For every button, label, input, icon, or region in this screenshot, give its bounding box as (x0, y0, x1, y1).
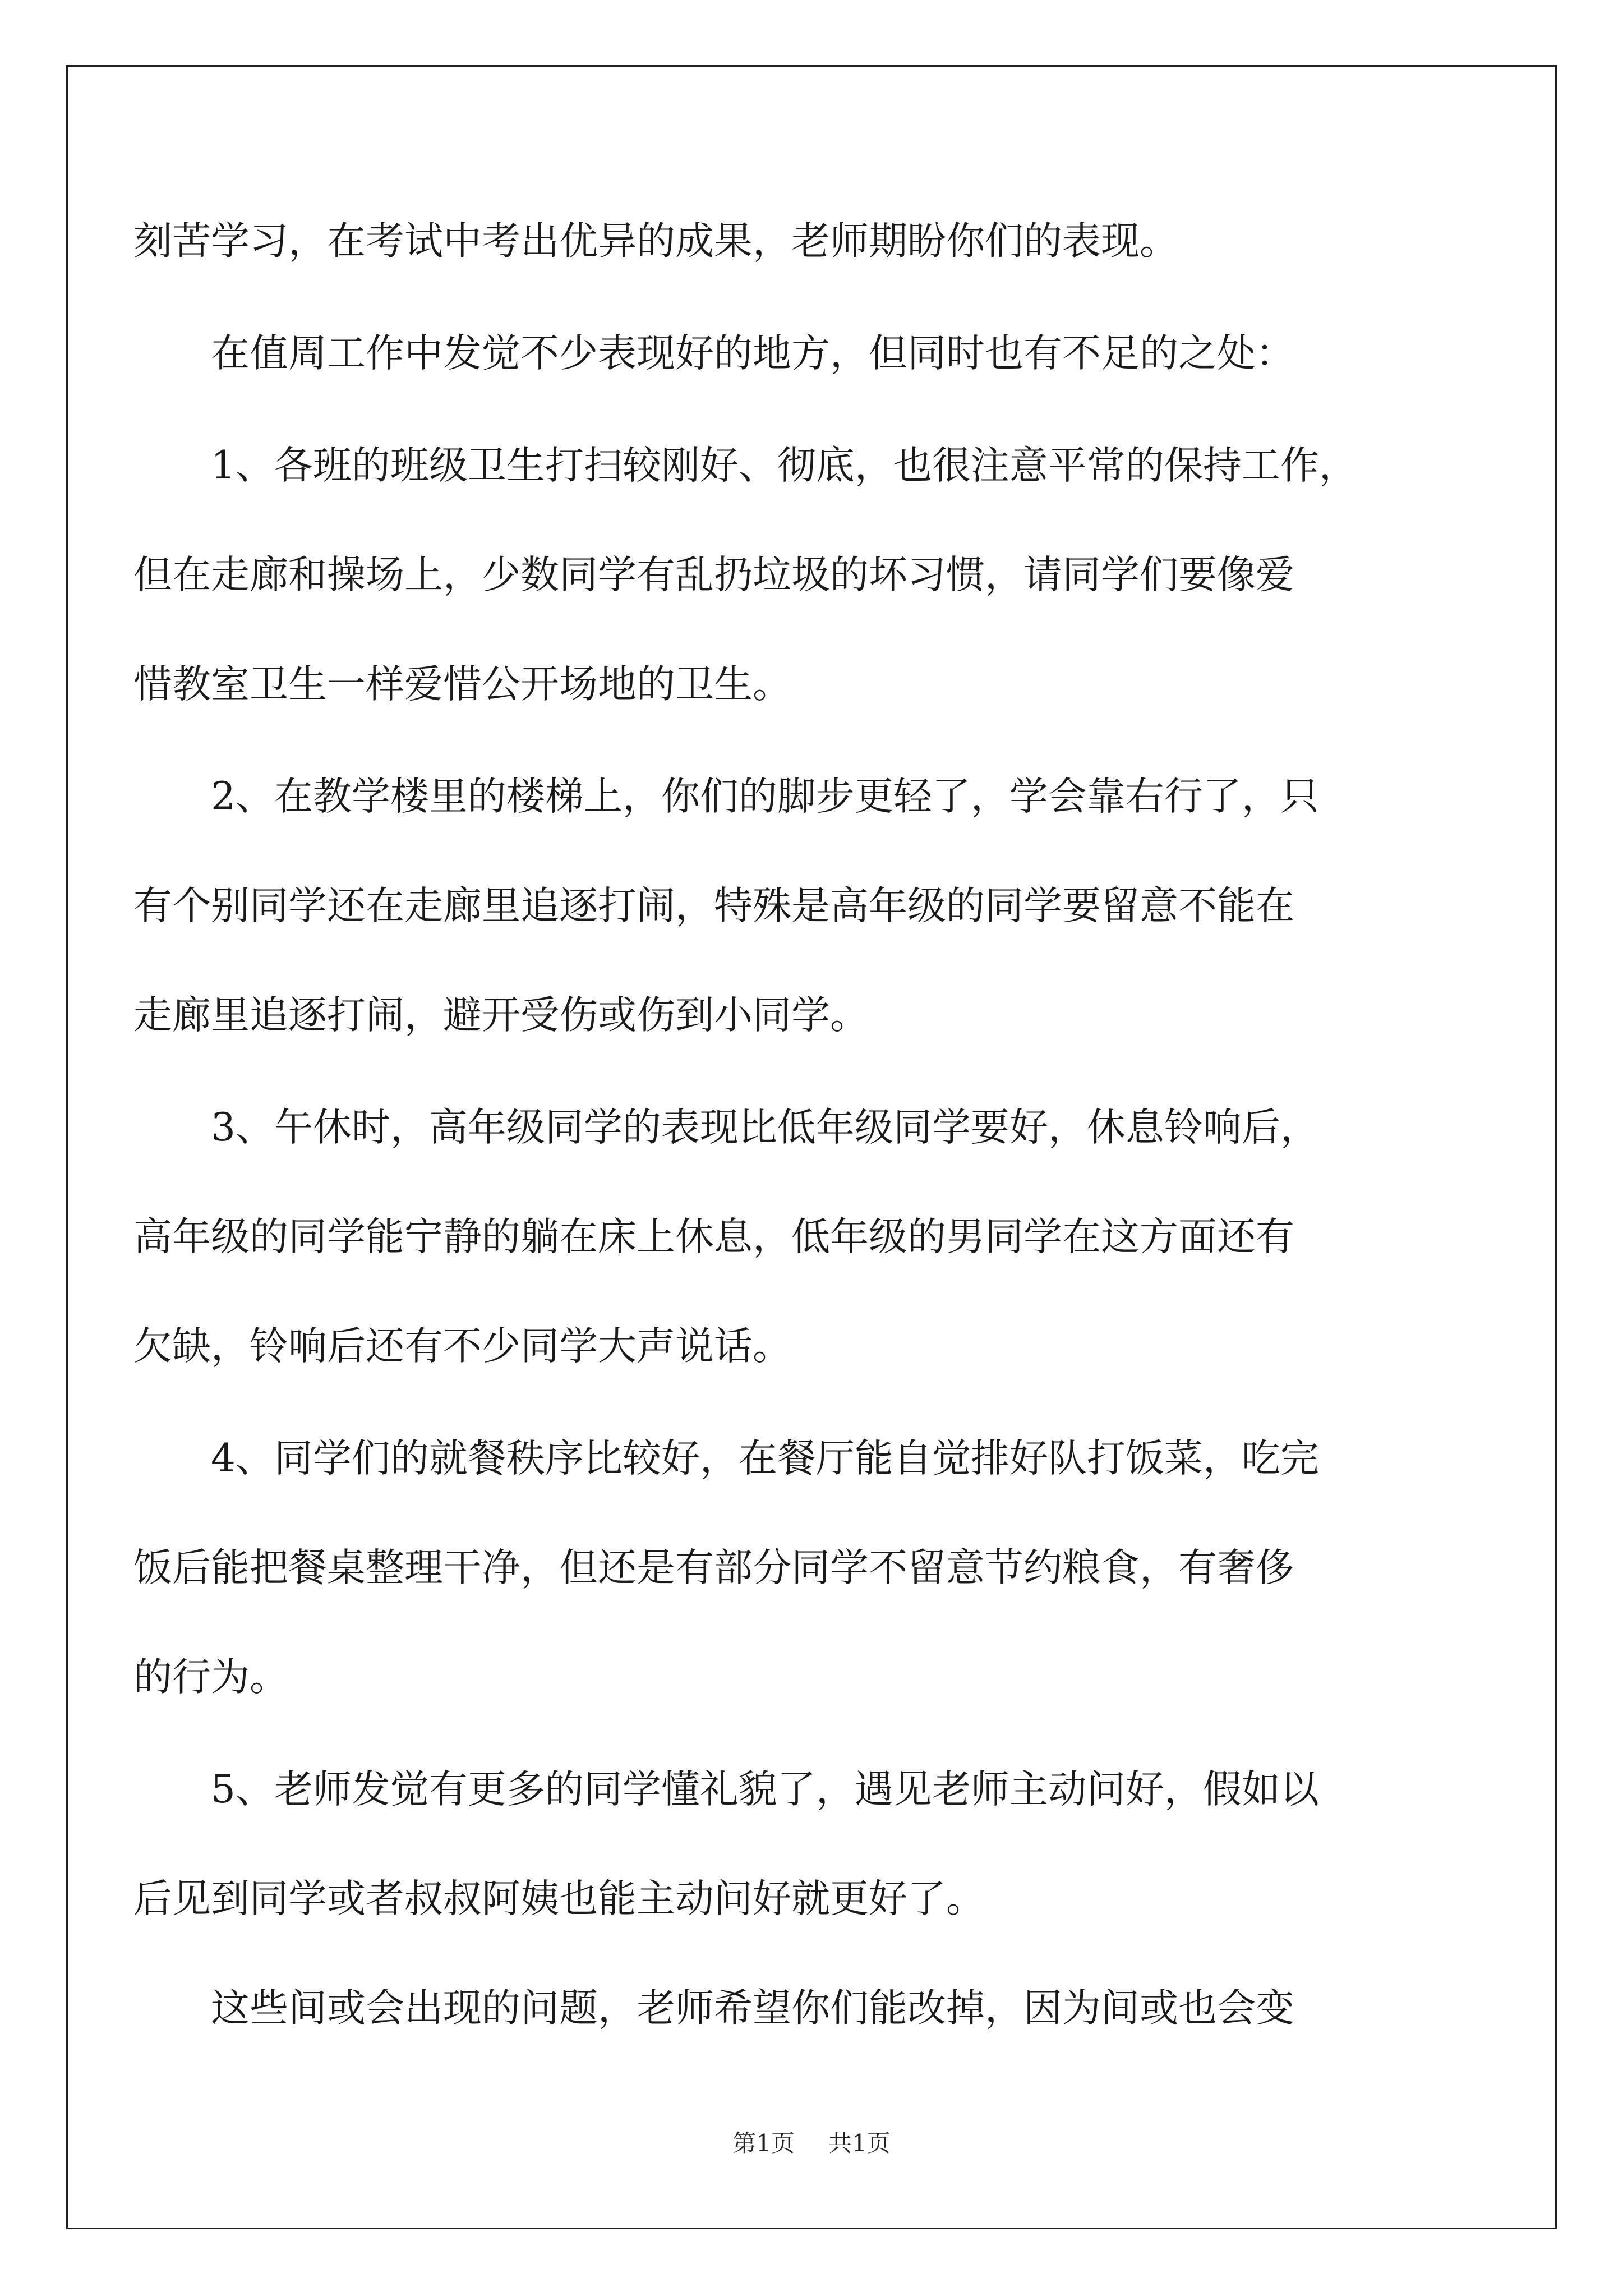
text-line: 1、各班的班级卫生打扫较刚好、彻底，也很注意平常的保持工作， (133, 443, 1358, 488)
text-line: 这些间或会出现的问题，老师希望你们能改掉，因为间或也会变 (133, 1986, 1294, 2031)
text-line: 后见到同学或者叔叔阿姨也能主动问好就更好了。 (133, 1876, 985, 1921)
text-line: 高年级的同学能宁静的躺在床上休息，低年级的男同学在这方面还有 (133, 1214, 1294, 1259)
page-total: 共1页 (828, 2129, 891, 2157)
text-line: 刻苦学习，在考试中考出优异的成果，老师期盼你们的表现。 (133, 219, 1178, 264)
page-footer (0, 2129, 1623, 2157)
text-line: 3、午休时，高年级同学的表现比低年级同学要好，休息铃响后， (133, 1105, 1319, 1150)
text-line: 2、在教学楼里的楼梯上，你们的脚步更轻了，学会靠右行了，只 (133, 774, 1319, 819)
text-line: 的行为。 (133, 1655, 288, 1700)
text-line: 惜教室卫生一样爱惜公开场地的卫生。 (133, 662, 791, 707)
text-line: 饭后能把餐桌整理干净，但还是有部分同学不留意节约粮食，有奢侈 (133, 1545, 1294, 1590)
text-line: 在值周工作中发觉不少表现好的地方，但同时也有不足的之处： (133, 331, 1294, 376)
text-line: 5、老师发觉有更多的同学懂礼貌了，遇见老师主动问好，假如以 (133, 1767, 1319, 1812)
page-number: 第1页 (732, 2129, 795, 2157)
text-line: 4、同学们的就餐秩序比较好，在餐厅能自觉排好队打饭菜，吃完 (133, 1436, 1319, 1481)
text-line: 但在走廊和操场上，少数同学有乱扔垃圾的坏习惯，请同学们要像爱 (133, 553, 1294, 597)
text-line: 欠缺，铃响后还有不少同学大声说话。 (133, 1324, 791, 1369)
text-line: 有个别同学还在走廊里追逐打闹，特殊是高年级的同学要留意不能在 (133, 884, 1294, 928)
text-line: 走廊里追逐打闹，避开受伤或伤到小同学。 (133, 993, 869, 1038)
